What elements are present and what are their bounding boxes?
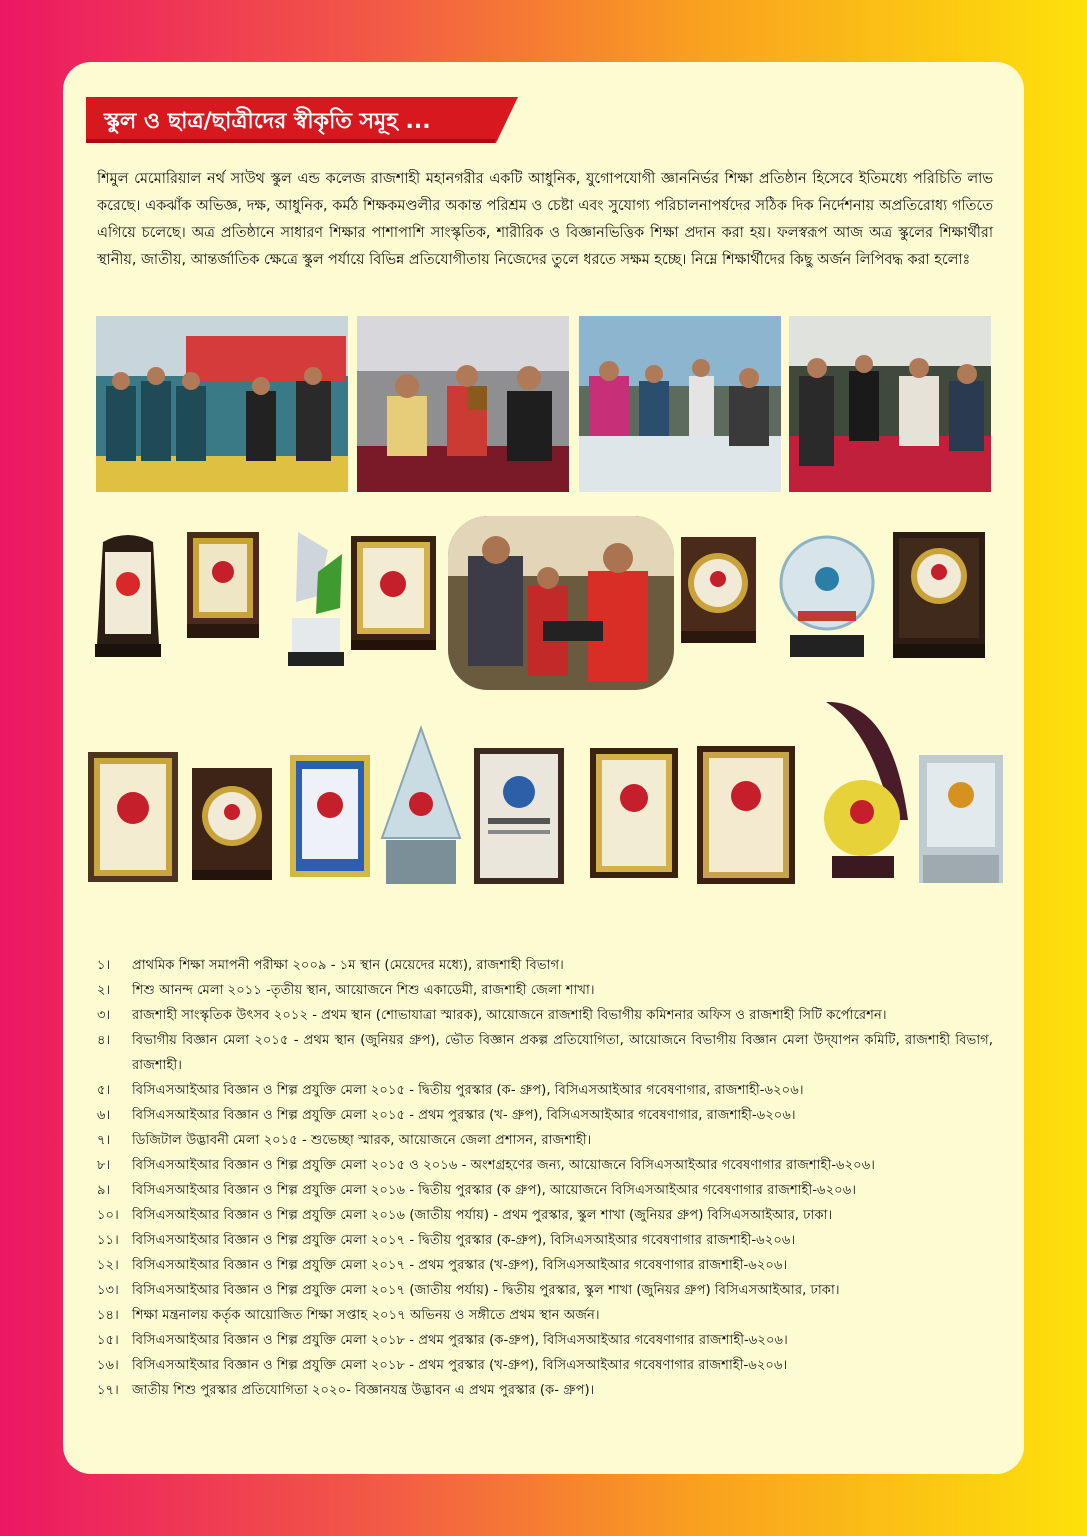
trophy-plaque-2	[351, 536, 436, 650]
list-item: ৬। বিসিএসআইআর বিজ্ঞান ও শিল্প প্রযুক্তি মেলা ২০১৫ - প্রথম পুরস্কার (খ- গ্রুপ), বিসিএসআইআর গবেষণাগার, রাজশাহী-৬২০৬।	[97, 1108, 796, 1123]
list-item: ১৪। শিক্ষা মন্ত্রনালয় কর্তৃক আয়োজিত শিক্ষা সপ্তাহ ২০১৭ অভিনয় ও সঙ্গীতে প্রথম স্থান অর্জন।	[97, 1308, 600, 1323]
trophy-crystal-3	[380, 728, 462, 884]
list-item: ১১। বিসিএসআইআর বিজ্ঞান ও শিল্প প্রযুক্তি মেলা ২০১৭ - দ্বিতীয় পুরস্কার (ক-গ্রুপ), বিসিএসআইআর গবেষণাগার রাজশাহী-৬২০৬।	[97, 1233, 796, 1248]
trophy-plaque-7	[290, 755, 370, 877]
student-receiving-award-photo	[448, 516, 674, 690]
award-ceremony-photo-4	[789, 316, 991, 492]
section-banner	[86, 97, 518, 143]
trophy-plaque-4	[893, 532, 985, 658]
list-item: ১৩। বিসিএসআইআর বিজ্ঞান ও শিল্প প্রযুক্তি মেলা ২০১৭ (জাতীয় পর্যায়) - দ্বিতীয় পুরস্কার, স্কুল শাখা (জুনিয়র গ্রুপ) বিসিএসআইআর, ঢাকা।	[97, 1283, 840, 1298]
trophy-crystal-2	[780, 531, 874, 657]
trophy-crystal-1	[288, 532, 344, 666]
award-ceremony-photo-3	[579, 316, 781, 492]
trophy-plaque-3	[681, 537, 756, 643]
list-item: ১। প্রাথমিক শিক্ষা সমাপনী পরীক্ষা ২০০৯ - ১ম স্থান (মেয়েদের মধ্যে), রাজশাহী বিভাগ।	[97, 958, 564, 973]
list-item: ১৭। জাতীয় শিশু পুরস্কার প্রতিযোগিতা ২০২০- বিজ্ঞানযন্ত্র উদ্ভাবন এ প্রথম পুরস্কার (ক- গ্রুপ)।	[97, 1383, 595, 1398]
page-title: স্কুল ও ছাত্র/ছাত্রীদের স্বীকৃতি সমূহ ...	[104, 109, 431, 134]
achievements-list	[97, 953, 993, 1403]
list-item: ১৬। বিসিএসআইআর বিজ্ঞান ও শিল্প প্রযুক্তি মেলা ২০১৮ - প্রথম পুরস্কার (খ-গ্রুপ), বিসিএসআইআর গবেষণাগার রাজশাহী-৬২০৬।	[97, 1358, 788, 1373]
trophy-plaque-6	[192, 768, 272, 880]
award-ceremony-photo-1	[96, 316, 348, 492]
trophy-plaque-10	[697, 746, 795, 884]
trophy-plaque-1	[187, 532, 259, 638]
intro-paragraph: শিমুল মেমোরিয়াল নর্থ সাউথ স্কুল এন্ড কলেজ রাজশাহী মহানগরীর একটি আধুনিক, যুগোপযোগী জ্ঞাননির্ভর শিক্ষা প্রতিষ্ঠান হিসেবে ইতিমধ্যে পরিচিতি লাভ করেছে। একঝাঁক অভিজ্ঞ, দক্ষ, আধুনিক, কর্মঠ শিক্ষকমণ্ডলীর অকান্ত পরিশ্রম ও চেষ্টা এবং সুযোগ্য পরিচালনাপর্ষদের সঠিক দিক নির্দেশনায় অপ্রতিরোধ্য গতিতে এগিয়ে চলেছে। অত্র প্রতিষ্ঠানে সাধারণ শিক্ষার পাশাপাশি সাংস্কৃতিক, শারীরিক ও বিজ্ঞানভিত্তিক শিক্ষা প্রদান করা হয়। ফলস্বরূপ আজ অত্র স্কুলের শিক্ষার্থীরা স্থানীয়, জাতীয়, আন্তর্জাতিক ক্ষেত্রে স্কুল পর্যায়ে বিভিন্ন প্রতিযোগীতায় নিজেদের তুলে ধরতে সক্ষম হচ্ছে। নিম্নে শিক্ষার্থীদের কিছু অর্জন লিপিবদ্ধ করা হলোঃ	[97, 171, 993, 269]
trophy-crystal-5	[919, 755, 1003, 883]
list-item: ৮। বিসিএসআইআর বিজ্ঞান ও শিল্প প্রযুক্তি মেলা ২০১৫ ও ২০১৬ - অংশগ্রহণের জন্য, আয়োজনে বিসিএসআইআর গবেষণাগার রাজশাহী-৬২০৬।	[97, 1158, 876, 1173]
trophy-crystal-4	[822, 700, 910, 878]
list-item: ৩। রাজশাহী সাংস্কৃতিক উৎসব ২০১২ - প্রথম স্থান (শোভাযাত্রা স্মারক), আয়োজনে রাজশাহী বিভাগীয় কমিশনার অফিস ও রাজশাহী সিটি কর্পোরেশন।	[97, 1008, 887, 1023]
trophy-plaque-9	[590, 748, 678, 878]
list-item: ১০। বিসিএসআইআর বিজ্ঞান ও শিল্প প্রযুক্তি মেলা ২০১৬ (জাতীয় পর্যায়) - প্রথম পুরস্কার, স্কুল শাখা (জুনিয়র গ্রুপ) বিসিএসআইআর, ঢাকা।	[97, 1208, 833, 1223]
list-item: ২। শিশু আনন্দ মেলা ২০১১ -তৃতীয় স্থান, আয়োজনে শিশু একাডেমী, রাজশাহী জেলা শাখা।	[97, 983, 595, 998]
list-item: ১৫। বিসিএসআইআর বিজ্ঞান ও শিল্প প্রযুক্তি মেলা ২০১৮ - প্রথম পুরস্কার (ক-গ্রুপ), বিসিএসআইআর গবেষণাগার রাজশাহী-৬২০৬।	[97, 1333, 788, 1348]
trophy-plaque-8	[474, 748, 564, 884]
trophy-crest-1	[93, 532, 163, 657]
award-ceremony-photo-2	[357, 316, 569, 492]
list-item: ১২। বিসিএসআইআর বিজ্ঞান ও শিল্প প্রযুক্তি মেলা ২০১৭ - প্রথম পুরস্কার (খ-গ্রুপ), বিসিএসআইআর গবেষণাগার রাজশাহী-৬২০৬।	[97, 1258, 788, 1273]
list-item: ৫। বিসিএসআইআর বিজ্ঞান ও শিল্প প্রযুক্তি মেলা ২০১৫ - দ্বিতীয় পুরস্কার (ক- গ্রুপ), বিসিএসআইআর গবেষণাগার, রাজশাহী-৬২০৬।	[97, 1083, 804, 1098]
list-item: ৪। বিভাগীয় বিজ্ঞান মেলা ২০১৫ - প্রথম স্থান (জুনিয়র গ্রুপ), ভৌত বিজ্ঞান প্রকল্প প্রতিযোগিতা, আয়োজনে বিভাগীয় বিজ্ঞান মেলা উদ্‌যাপন কমিটি, রাজশাহী বিভাগ, রাজশাহী।	[97, 1033, 993, 1073]
trophy-plaque-5	[88, 752, 178, 882]
list-item: ৯। বিসিএসআইআর বিজ্ঞান ও শিল্প প্রযুক্তি মেলা ২০১৬ - দ্বিতীয় পুরস্কার (ক গ্রুপ), আয়োজনে বিসিএসআইআর গবেষণাগার রাজশাহী-৬২০৬।	[97, 1183, 857, 1198]
list-item: ৭। ডিজিটাল উদ্ভাবনী মেলা ২০১৫ - শুভেচ্ছা স্মারক, আয়োজনে জেলা প্রশাসন, রাজশাহী।	[97, 1133, 592, 1148]
